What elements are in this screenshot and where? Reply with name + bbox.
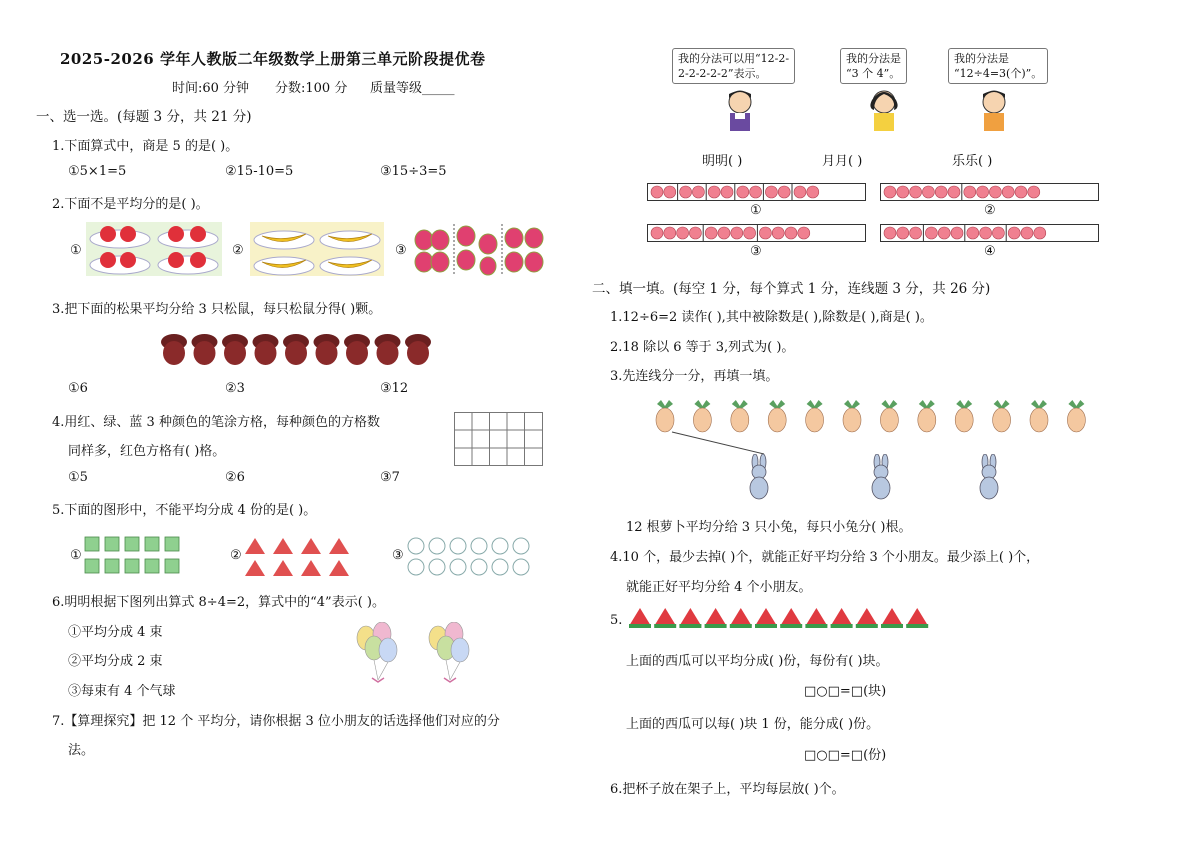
name-mingming: 明明( ) bbox=[702, 154, 743, 169]
peach-icon bbox=[689, 227, 701, 239]
peach-icon bbox=[980, 227, 992, 239]
speech-bubble-yueyue bbox=[840, 48, 907, 84]
acorn-icon bbox=[192, 334, 218, 365]
bubble-text: 2-2-2-2-2”表示。 bbox=[678, 67, 767, 80]
q6-option-3: ③每束有 4 个气球 bbox=[68, 684, 176, 699]
watermelon-slice-icon bbox=[881, 608, 903, 628]
peach-icon bbox=[938, 227, 950, 239]
peach-icon bbox=[910, 227, 922, 239]
peach-icon bbox=[731, 227, 743, 239]
apples-image bbox=[86, 222, 222, 276]
peach-icon bbox=[798, 227, 810, 239]
watermelon-slice-icon bbox=[629, 608, 651, 628]
peach-icon bbox=[651, 227, 663, 239]
balloons-image bbox=[352, 622, 477, 686]
q5-stem: 5.下面的图形中，不能平均分成 4 份的是( )。 bbox=[52, 503, 317, 518]
watermelon-slice-icon bbox=[730, 608, 752, 628]
rabbit-3-icon bbox=[974, 454, 1004, 500]
watermelon-slice-icon bbox=[705, 608, 727, 628]
q5-option-2: ② bbox=[230, 548, 242, 563]
peach-icon bbox=[705, 227, 717, 239]
q5-option-3: ③ bbox=[392, 548, 404, 563]
name-lele: 乐乐( ) bbox=[952, 154, 993, 169]
q7-stem-line2: 法。 bbox=[68, 743, 95, 758]
circles-image bbox=[407, 536, 531, 578]
q5-option-1: ① bbox=[70, 548, 82, 563]
watermelon-slice-icon bbox=[805, 608, 827, 628]
q4-stem-line1: 4.用红、绿、蓝 3 种颜色的笔涂方格，每种颜色的方格数 bbox=[52, 415, 380, 430]
section2-heading: 二、填一填。(每空 1 分，每个算式 1 分，连线题 3 分，共 26 分) bbox=[592, 281, 991, 297]
peach-icon bbox=[951, 227, 963, 239]
bubble-text: 我的分法可以用“12-2- bbox=[678, 52, 790, 65]
speech-bubble-mingming bbox=[672, 48, 795, 84]
fill-q5-line2: 上面的西瓜可以每( )块 1 份，能分成( )份。 bbox=[626, 717, 880, 732]
fill-q5-line1: 上面的西瓜可以平均分成( )份，每份有( )块。 bbox=[626, 654, 889, 669]
fill-q5-equation-1: □○□=□(块) bbox=[804, 684, 887, 699]
q3-stem: 3.把下面的松果平均分给 3 只松鼠，每只松鼠分得( )颗。 bbox=[52, 302, 382, 317]
connecting-line bbox=[652, 396, 772, 460]
peach-icon bbox=[744, 227, 756, 239]
girl-yueyue-figure bbox=[866, 88, 906, 134]
peach-icon bbox=[1021, 227, 1033, 239]
peach-icon bbox=[1028, 186, 1040, 198]
peach-icon bbox=[750, 186, 762, 198]
acorn-icon bbox=[222, 334, 248, 365]
fill-q1: 1.12÷6=2 读作( ),其中被除数是( ),除数是( ),商是( )。 bbox=[610, 310, 933, 325]
peach-icon bbox=[718, 227, 730, 239]
boy-mingming-figure bbox=[722, 88, 762, 134]
name-yueyue: 月月( ) bbox=[822, 154, 863, 169]
watermelon-slice-icon bbox=[856, 608, 878, 628]
acorn-icon bbox=[253, 334, 279, 365]
q1-stem: 1.下面算式中，商是 5 的是( )。 bbox=[52, 139, 239, 154]
bubble-text: 我的分法是 bbox=[846, 52, 901, 65]
radish-icon bbox=[843, 400, 861, 432]
peach-icon bbox=[794, 186, 806, 198]
acorn-icon bbox=[283, 334, 309, 365]
acorn-icon bbox=[314, 334, 340, 365]
peach-row-1 bbox=[647, 183, 867, 201]
q1-option-3: ③15÷3=5 bbox=[380, 164, 447, 179]
rabbit-1-icon bbox=[744, 454, 774, 500]
watermelon-slice-icon bbox=[780, 608, 802, 628]
peach-icon bbox=[785, 227, 797, 239]
exam-score: 分数:100 分 bbox=[275, 81, 348, 96]
peach-icon bbox=[1034, 227, 1046, 239]
bubble-text: 我的分法是 bbox=[954, 52, 1009, 65]
peach-icon bbox=[1015, 186, 1027, 198]
radish-icon bbox=[955, 400, 973, 432]
bananas-image bbox=[250, 222, 384, 276]
peach-icon bbox=[721, 186, 733, 198]
bubble-text: “12÷4=3(个)”。 bbox=[954, 67, 1043, 80]
peach-icon bbox=[884, 227, 896, 239]
peach-icon bbox=[989, 186, 1001, 198]
fill-q3: 3.先连线分一分，再填一填。 bbox=[610, 369, 779, 384]
quality-grade: 质量等级_____ bbox=[370, 81, 455, 96]
peach-label-1: ① bbox=[750, 203, 762, 218]
q6-stem: 6.明明根据下图列出算式 8÷4=2，算式中的“4”表示( )。 bbox=[52, 595, 385, 610]
radish-icon bbox=[918, 400, 936, 432]
peach-row-2 bbox=[880, 183, 1100, 201]
radish-icon bbox=[993, 400, 1011, 432]
peach-icon bbox=[664, 227, 676, 239]
peach-label-3: ③ bbox=[750, 244, 762, 259]
watermelon-slice-icon bbox=[755, 608, 777, 628]
q2-option-1: ① bbox=[70, 243, 82, 258]
fill-q5-number: 5. bbox=[610, 613, 623, 628]
grid-image bbox=[454, 412, 544, 467]
bubble-text: “3 个 4”。 bbox=[846, 67, 901, 80]
fill-q4-line1: 4.10 个，最少去掉( )个，就能正好平均分给 3 个小朋友。最少添上( )个， bbox=[610, 550, 1040, 565]
peach-icon bbox=[1008, 227, 1020, 239]
page-title: 2025-2026 学年人教版二年级数学上册第三单元阶段提优卷 bbox=[60, 50, 486, 68]
q4-option-3: ③7 bbox=[380, 470, 400, 485]
q1-option-1: ①5×1=5 bbox=[68, 164, 127, 179]
q3-option-1: ①6 bbox=[68, 381, 88, 396]
acorn-icon bbox=[405, 334, 431, 365]
peach-icon bbox=[925, 227, 937, 239]
radish-icon bbox=[880, 400, 898, 432]
peach-icon bbox=[884, 186, 896, 198]
acorn-icon bbox=[344, 334, 370, 365]
peach-icon bbox=[964, 186, 976, 198]
q4-stem-line2: 同样多，红色方格有( )格。 bbox=[68, 444, 226, 459]
peach-icon bbox=[897, 227, 909, 239]
q3-option-3: ③12 bbox=[380, 381, 409, 396]
peach-icon bbox=[1002, 186, 1014, 198]
watermelon-slice-icon bbox=[831, 608, 853, 628]
peach-icon bbox=[759, 227, 771, 239]
peach-row-4 bbox=[880, 224, 1100, 242]
peach-icon bbox=[935, 186, 947, 198]
speech-bubble-lele bbox=[948, 48, 1048, 84]
q4-option-1: ①5 bbox=[68, 470, 88, 485]
peach-icon bbox=[680, 186, 692, 198]
peach-icon bbox=[692, 186, 704, 198]
watermelon-slice-icon bbox=[679, 608, 701, 628]
peach-label-4: ④ bbox=[984, 244, 996, 259]
exam-time: 时间:60 分钟 bbox=[172, 81, 250, 96]
peach-icon bbox=[948, 186, 960, 198]
q2-option-2: ② bbox=[232, 243, 244, 258]
peach-icon bbox=[967, 227, 979, 239]
q6-option-2: ②平均分成 2 束 bbox=[68, 654, 163, 669]
peach-label-2: ② bbox=[984, 203, 996, 218]
q1-option-2: ②15-10=5 bbox=[225, 164, 294, 179]
q2-stem: 2.下面不是平均分的是( )。 bbox=[52, 197, 209, 212]
peach-row-3 bbox=[647, 224, 867, 242]
peach-icon bbox=[677, 227, 689, 239]
peach-icon bbox=[778, 186, 790, 198]
watermelon-slice-icon bbox=[906, 608, 928, 628]
radish-icon bbox=[1030, 400, 1048, 432]
fill-q5-equation-2: □○□=□(份) bbox=[804, 748, 887, 763]
fill-q3-answer-line: 12 根萝卜平均分给 3 只小兔，每只小兔分( )根。 bbox=[626, 520, 912, 535]
radish-icon bbox=[806, 400, 824, 432]
fill-q6: 6.把杯子放在架子上，平均每层放( )个。 bbox=[610, 782, 845, 797]
peach-icon bbox=[992, 227, 1004, 239]
acorn-icon bbox=[161, 334, 187, 365]
triangles-image bbox=[245, 536, 353, 578]
fill-q4-line2: 就能正好平均分给 4 个小朋友。 bbox=[626, 580, 812, 595]
fill-q2: 2.18 除以 6 等于 3,列式为( )。 bbox=[610, 340, 795, 355]
squares-image bbox=[84, 536, 182, 576]
q2-option-3: ③ bbox=[395, 243, 407, 258]
q7-stem-line1: 7.【算理探究】把 12 个 平均分，请你根据 3 位小朋友的话选择他们对应的分 bbox=[52, 714, 500, 729]
peach-icon bbox=[664, 186, 676, 198]
peach-icon bbox=[807, 186, 819, 198]
watermelons-image bbox=[627, 606, 937, 630]
peach-icon bbox=[708, 186, 720, 198]
peach-icon bbox=[651, 186, 663, 198]
rabbit-2-icon bbox=[866, 454, 896, 500]
acorns-image bbox=[160, 332, 440, 366]
watermelon-slice-icon bbox=[654, 608, 676, 628]
dragonfruit-image bbox=[412, 222, 546, 276]
boy-lele-figure bbox=[976, 88, 1016, 134]
peach-icon bbox=[910, 186, 922, 198]
peach-icon bbox=[897, 186, 909, 198]
q6-option-1: ①平均分成 4 束 bbox=[68, 625, 163, 640]
radish-icon bbox=[1067, 400, 1085, 432]
q3-option-2: ②3 bbox=[225, 381, 245, 396]
q4-option-2: ②6 bbox=[225, 470, 245, 485]
peach-icon bbox=[922, 186, 934, 198]
peach-icon bbox=[765, 186, 777, 198]
peach-icon bbox=[977, 186, 989, 198]
peach-icon bbox=[772, 227, 784, 239]
section1-heading: 一、选一选。(每题 3 分，共 21 分) bbox=[36, 109, 252, 125]
peach-icon bbox=[737, 186, 749, 198]
acorn-icon bbox=[375, 334, 401, 365]
